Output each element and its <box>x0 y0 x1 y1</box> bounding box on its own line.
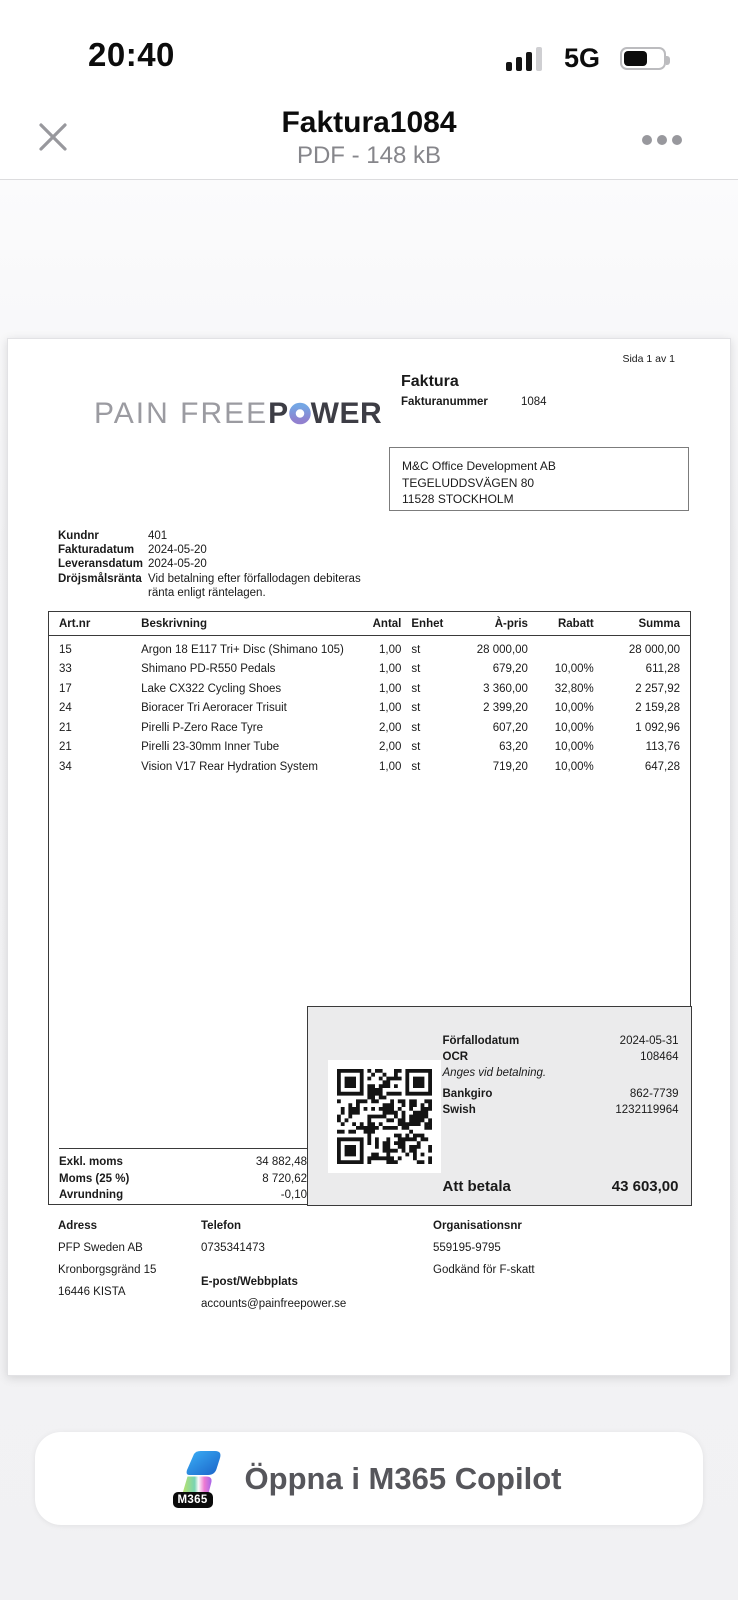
footer-contact-column: Telefon 0735341473 E-post/Webbplats accounts@painfreepower.se <box>201 1220 347 1310</box>
pay-label: Swish <box>442 1103 476 1116</box>
col-header-apris: À-pris <box>494 618 528 630</box>
recipient-name: M&C Office Development AB <box>402 459 556 473</box>
col-header-beskrivning: Beskrivning <box>141 618 207 630</box>
total-value: 8 720,62 <box>262 1172 307 1185</box>
pay-value: 1232119964 <box>615 1103 679 1116</box>
document-viewer-header <box>0 100 738 180</box>
battery-icon <box>620 47 666 70</box>
pay-value: 108464 <box>640 1050 679 1063</box>
meta-label: Kundnr <box>58 530 99 542</box>
meta-value: 401 <box>148 530 168 542</box>
document-meta: PDF - 148 kB <box>296 142 442 169</box>
invoice-page <box>7 338 731 1376</box>
pdf-viewer-area[interactable] <box>0 180 738 1600</box>
table-row: 21 Pirelli P-Zero Race Tyre 2,00 st 607,20 10,00% 1 092,96 <box>59 721 680 734</box>
meta-value: Vid betalning efter förfallodagen debiteras ränta enligt räntelagen. <box>148 572 361 599</box>
recipient-city: 11528 STOCKHOLM <box>402 492 514 506</box>
table-row: 24 Bioracer Tri Aeroracer Trisuit 1,00 st 2 399,20 10,00% 2 159,28 <box>59 702 680 714</box>
invoice-number-label: Fakturanummer <box>401 396 488 408</box>
col-header-summa: Summa <box>638 618 680 630</box>
copilot-button-label: Öppna i M365 Copilot <box>244 1460 562 1496</box>
table-row: 17 Lake CX322 Cycling Shoes 1,00 st 3 360,00 32,80% 2 257,92 <box>59 682 680 695</box>
col-header-enhet: Enhet <box>411 618 444 630</box>
meta-value: 2024-05-20 <box>148 558 207 571</box>
recipient-street: TEGELUDDSVÄGEN 80 <box>402 475 535 490</box>
network-type-label: 5G <box>564 43 601 73</box>
pay-label: Bankgiro <box>442 1087 493 1100</box>
status-time: 20:40 <box>88 36 175 73</box>
qr-code <box>328 1060 441 1173</box>
more-options-button[interactable] <box>642 122 698 158</box>
total-value: 34 882,48 <box>255 1156 307 1168</box>
amount-due-label: Att betala <box>442 1177 511 1195</box>
more-options-icon <box>642 135 652 145</box>
table-row: 15 Argon 18 E117 Tri+ Disc (Shimano 105) 1,00 st 28 000,00 28 000,00 <box>59 643 680 656</box>
amount-due-value: 43 603,00 <box>611 1177 679 1195</box>
invoice-number-value: 1084 <box>521 396 547 408</box>
total-label: Moms (25 %) <box>59 1172 130 1185</box>
company-logo: PAIN FREEP WER <box>94 397 383 430</box>
payment-info-box <box>307 1006 692 1206</box>
total-value: -0,10 <box>280 1189 307 1201</box>
col-header-artnr: Art.nr <box>59 618 91 630</box>
meta-value: 2024-05-20 <box>148 544 207 557</box>
pay-label: Förfallodatum <box>442 1034 520 1047</box>
total-label: Avrundning <box>59 1189 124 1201</box>
payment-note: Anges vid betalning. <box>442 1066 547 1079</box>
table-row: 33 Shimano PD-R550 Pedals 1,00 st 679,20 10,00% 611,28 <box>59 663 680 675</box>
table-row: 34 Vision V17 Rear Hydration System 1,00 st 719,20 10,00% 647,28 <box>59 760 680 773</box>
pay-value: 862-7739 <box>629 1087 679 1100</box>
logo-o-ring-icon <box>288 400 312 425</box>
m365-badge: M365 <box>173 1492 213 1508</box>
meta-label: Leveransdatum <box>58 558 144 571</box>
signal-bars-icon <box>506 47 542 71</box>
col-header-antal: Antal <box>372 618 402 630</box>
copilot-logo-icon <box>177 1450 229 1508</box>
table-row: 21 Pirelli 23-30mm Inner Tube 2,00 st 63,20 10,00% 113,76 <box>59 741 680 753</box>
invoice-meta-block <box>58 529 388 600</box>
footer-org-column: Organisationsnr 559195-9795 Godkänd för F-skatt <box>433 1220 535 1276</box>
meta-label: Fakturadatum <box>58 544 135 557</box>
meta-label: Dröjsmålsränta <box>58 572 142 585</box>
page-indicator: Sida 1 av 1 <box>622 353 675 365</box>
footer-address-column: Adress PFP Sweden AB Kronborgsgränd 15 16446 KISTA <box>58 1220 157 1298</box>
open-in-m365-copilot-button[interactable] <box>35 1432 703 1525</box>
col-header-rabatt: Rabatt <box>557 618 594 630</box>
totals-block <box>59 1148 307 1204</box>
pay-label: OCR <box>442 1050 469 1063</box>
total-label: Exkl. moms <box>59 1156 123 1168</box>
invoice-type-title: Faktura <box>401 373 459 390</box>
pay-value: 2024-05-31 <box>619 1034 679 1047</box>
status-bar <box>0 0 738 100</box>
document-title: Faktura1084 <box>281 106 457 139</box>
line-items-table <box>48 611 691 1205</box>
recipient-address-box <box>389 447 689 511</box>
